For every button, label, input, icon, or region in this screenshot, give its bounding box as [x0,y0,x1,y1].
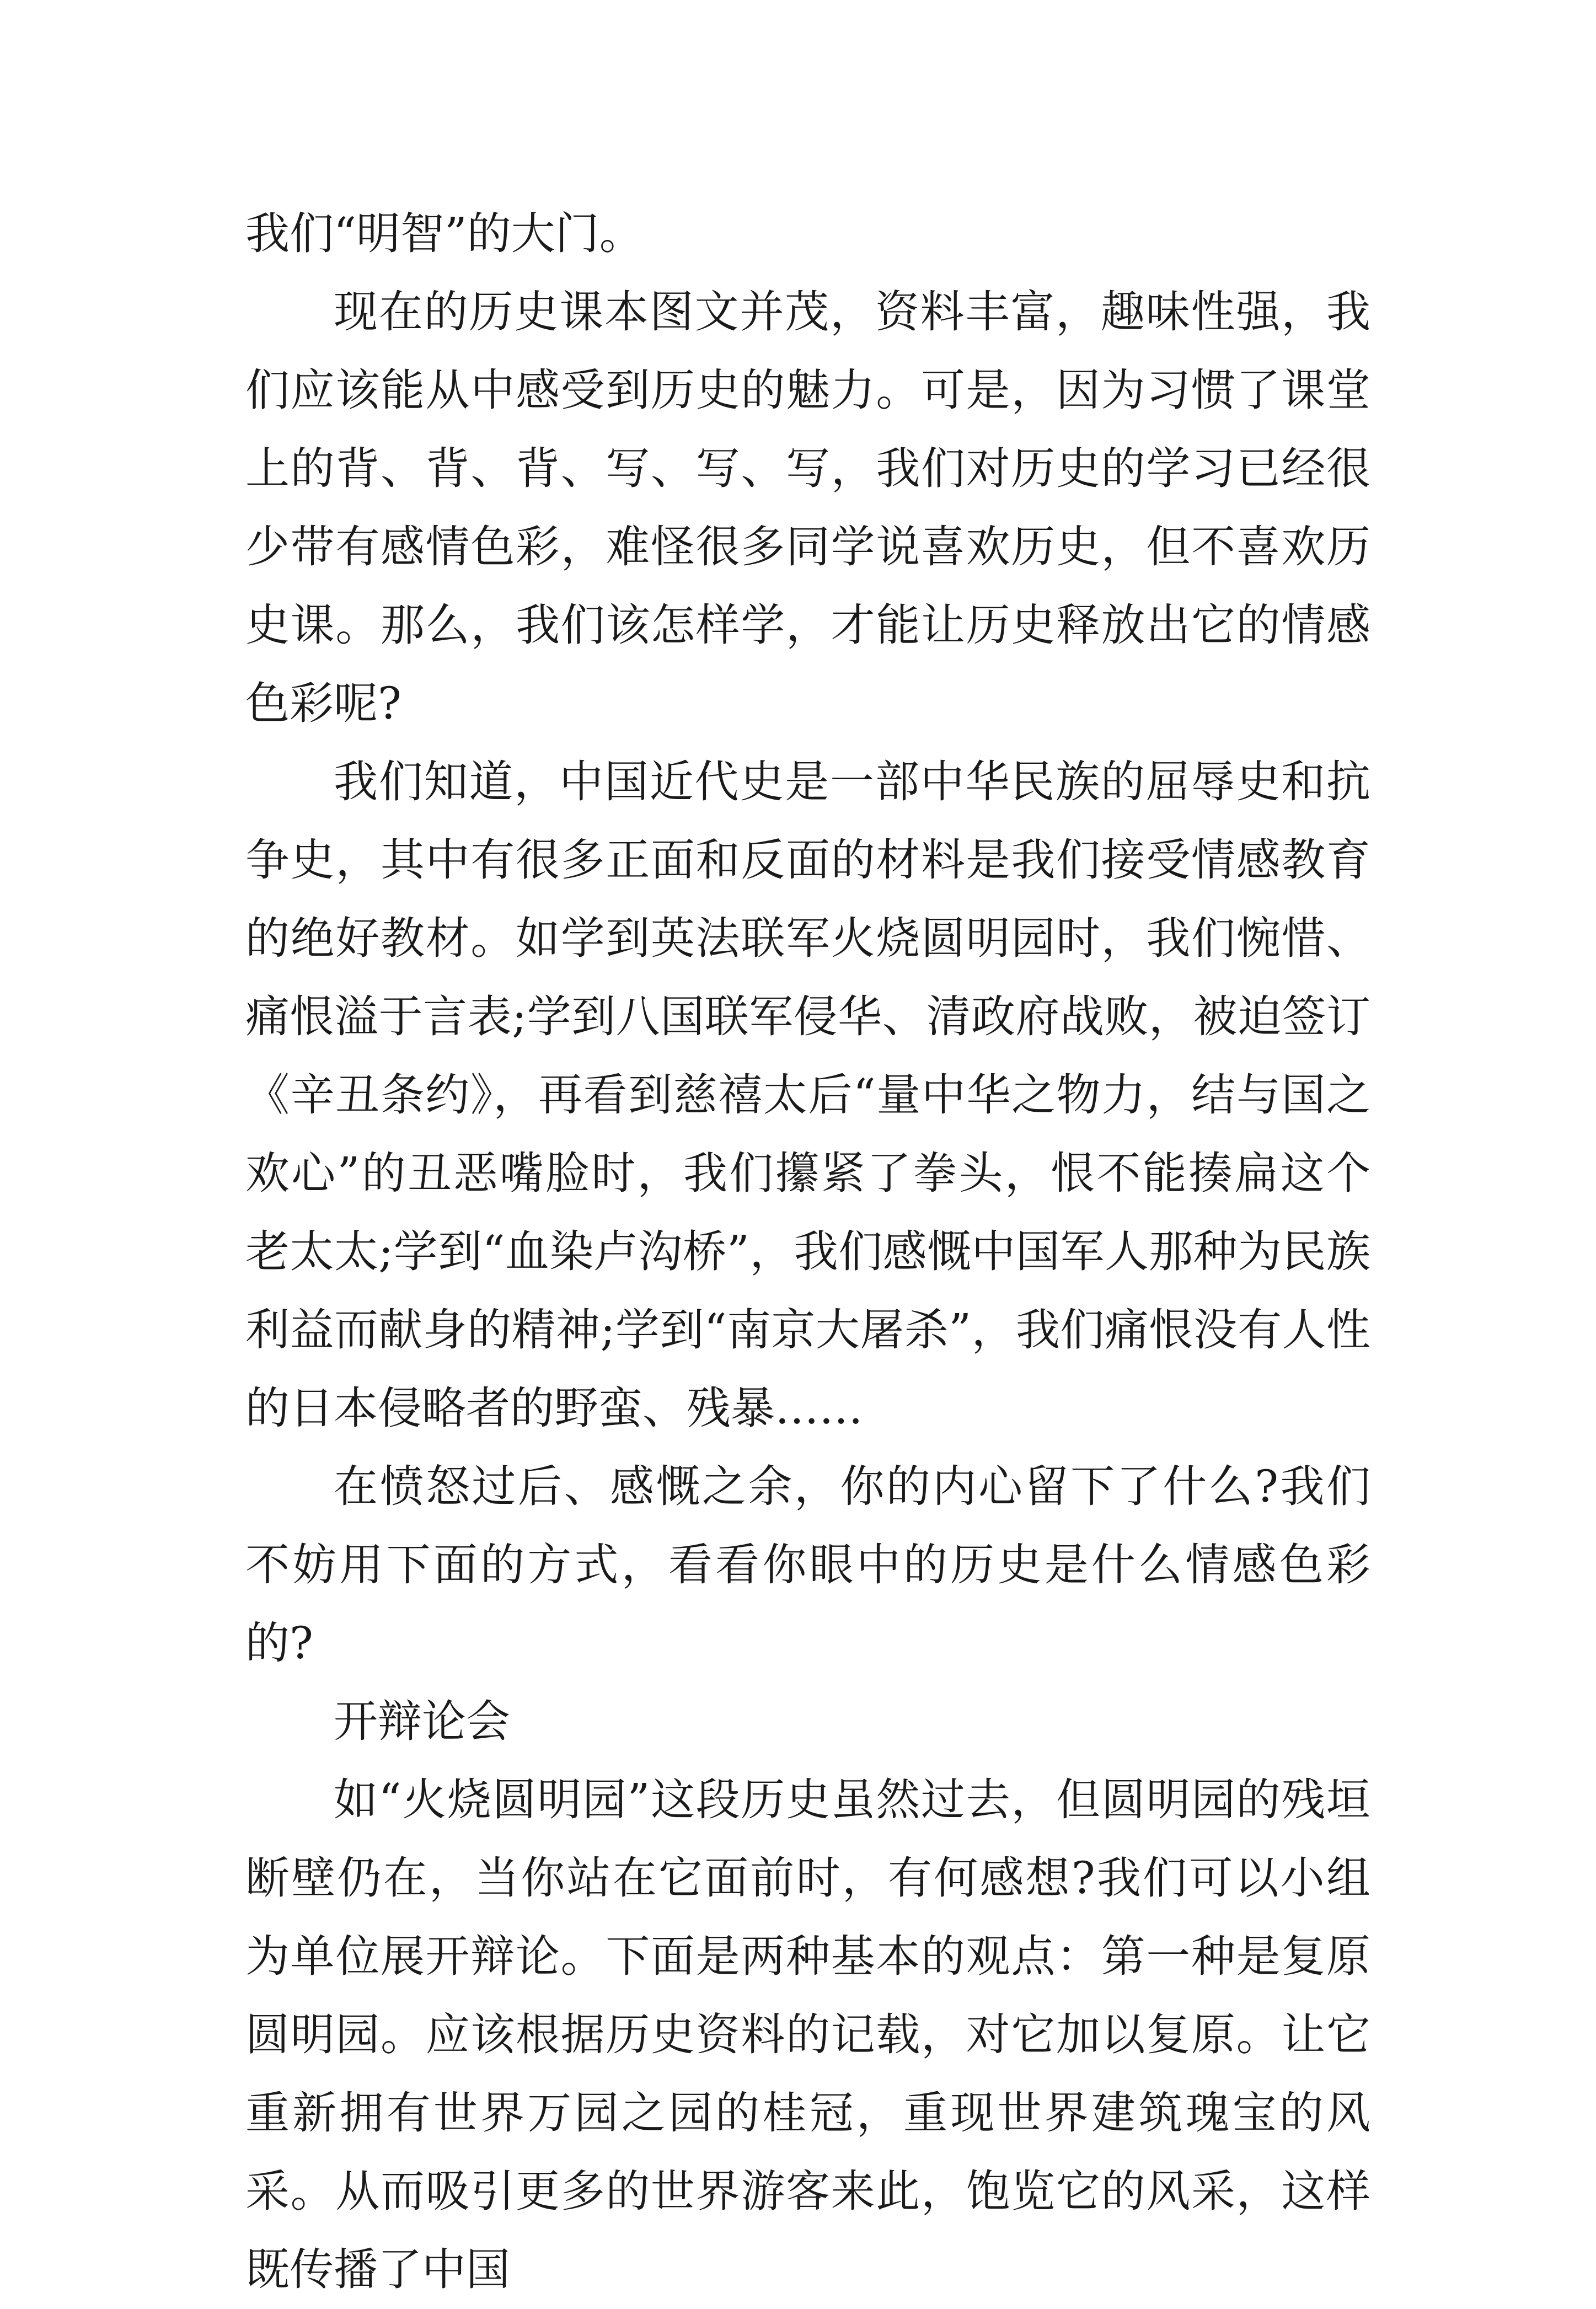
document-body [245,195,1370,2309]
paragraph-4: 在愤怒过后、感慨之余，你的内心留下了什么?我们不妨用下面的方式，看看你眼中的历史是什么情感色彩的? [245,1461,1370,1669]
paragraph-5: 如“火烧圆明园”这段历史虽然过去，但圆明园的残垣断壁仍在，当你站在它面前时，有何感想?我们可以小组为单位展开辩论。下面是两种基本的观点：第一种是复原圆明园。应该根据历史资料的记载，对它加以复原。让它重新拥有世界万园之园的桂冠，重现世界建筑瑰宝的风采。从而吸引更多的世界游客来此，饱览它的风采，这样既传播了中国 [245,1774,1370,2295]
paragraph-3: 我们知道，中国近代史是一部中华民族的屈辱史和抗争史，其中有很多正面和反面的材料是我们接受情感教育的绝好教材。如学到英法联军火烧圆明园时，我们惋惜、痛恨溢于言表;学到八国联军侵华、清政府战败，被迫签订《辛丑条约》，再看到慈禧太后“量中华之物力，结与国之欢心”的丑恶嘴脸时，我们攥紧了拳头，恨不能揍扁这个老太太;学到“血染卢沟桥”，我们感慨中国军人那种为民族利益而献身的精神;学到“南京大屠杀”，我们痛恨没有人性的日本侵略者的野蛮、残暴…… [245,756,1370,1434]
paragraph-2: 现在的历史课本图文并茂，资料丰富，趣味性强，我们应该能从中感受到历史的魅力。可是，因为习惯了课堂上的背、背、背、写、写、写，我们对历史的学习已经很少带有感情色彩，难怪很多同学说喜欢历史，但不喜欢历史课。那么，我们该怎样学，才能让历史释放出它的情感色彩呢? [245,286,1370,729]
section-heading: 开辩论会 [334,1696,510,1747]
paragraph-1: 我们“明智”的大门。 [245,208,644,259]
